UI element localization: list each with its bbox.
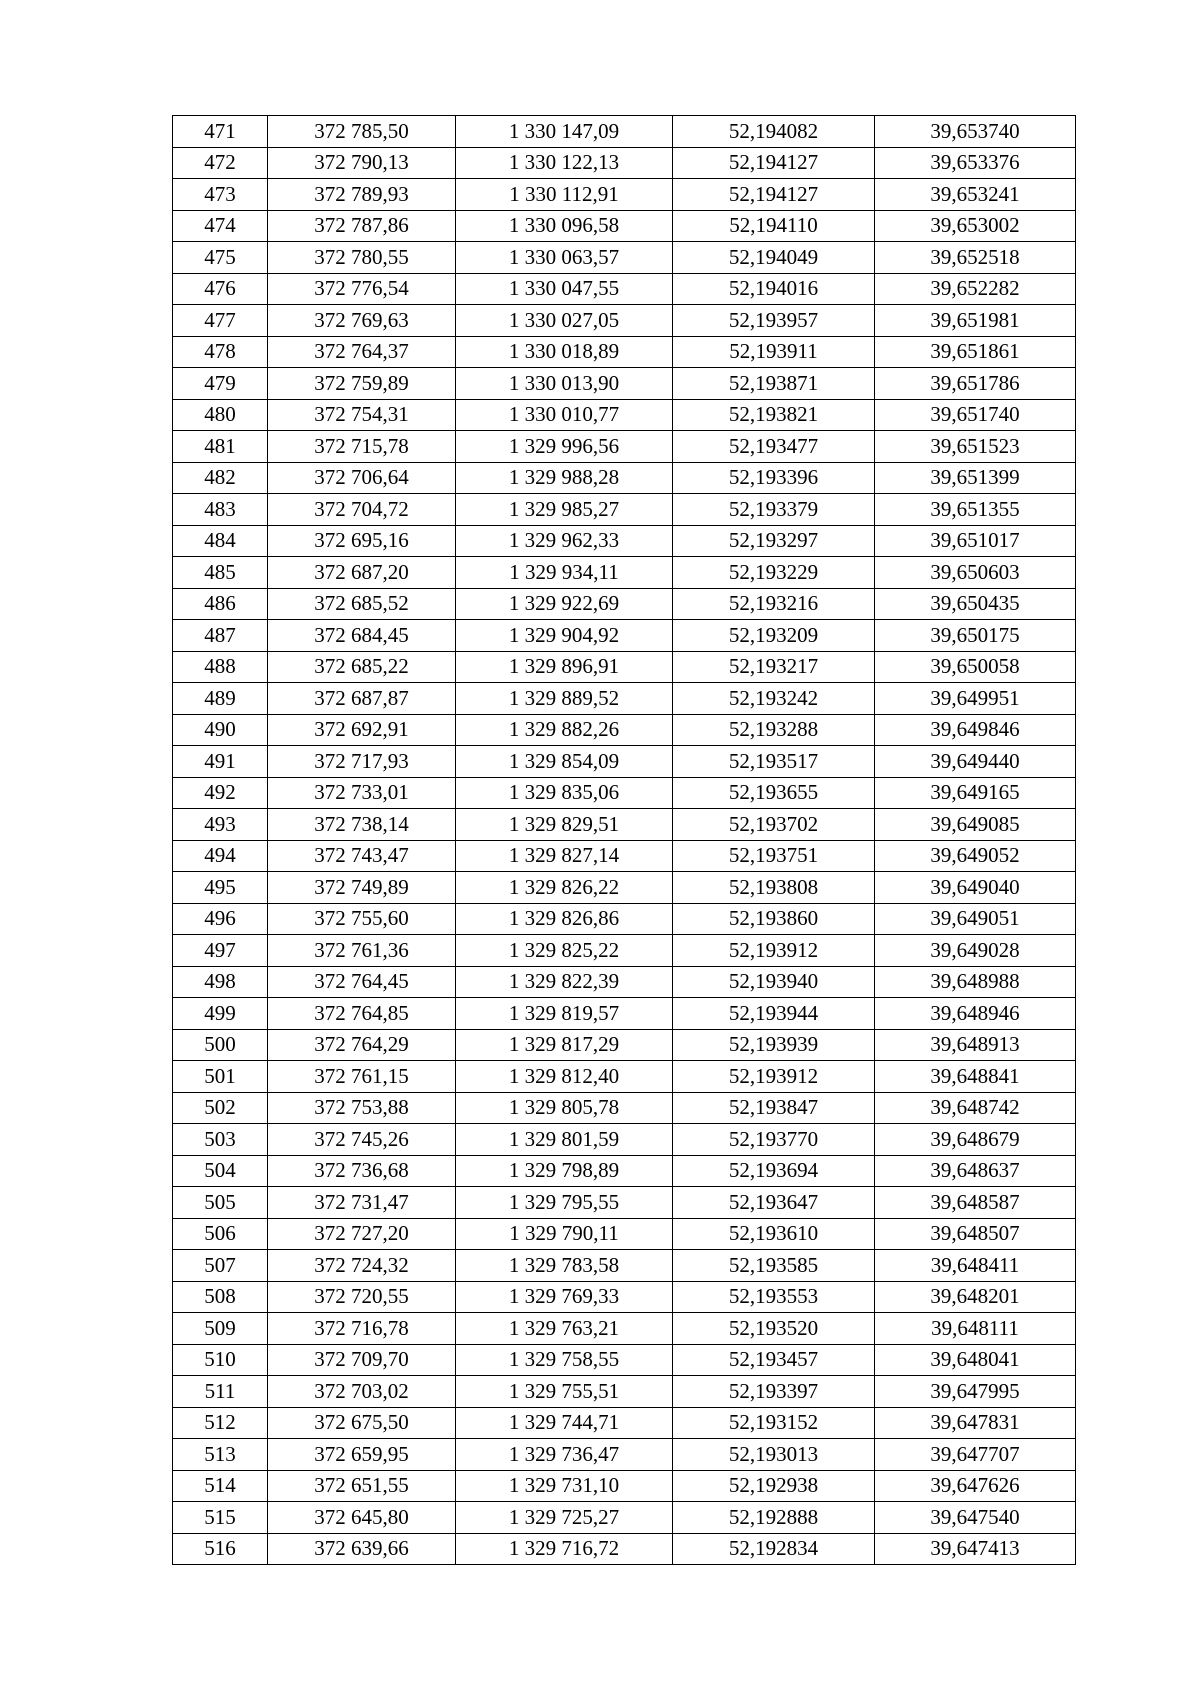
longitude-cell: 39,649846	[875, 714, 1076, 746]
table-row	[173, 1407, 1076, 1439]
longitude-cell: 39,648679	[875, 1124, 1076, 1156]
latitude-cell: 52,194110	[673, 210, 875, 242]
y-coordinate-cell: 1 330 047,55	[456, 273, 673, 305]
point-number-cell: 496	[173, 903, 268, 935]
y-coordinate-cell: 1 329 755,51	[456, 1376, 673, 1408]
y-coordinate-cell: 1 329 904,92	[456, 620, 673, 652]
table-row	[173, 998, 1076, 1030]
longitude-cell: 39,649951	[875, 683, 1076, 715]
point-number-cell: 477	[173, 305, 268, 337]
latitude-cell: 52,193957	[673, 305, 875, 337]
x-coordinate-cell: 372 761,15	[268, 1061, 456, 1093]
y-coordinate-cell: 1 329 889,52	[456, 683, 673, 715]
y-coordinate-cell: 1 329 854,09	[456, 746, 673, 778]
x-coordinate-cell: 372 692,91	[268, 714, 456, 746]
x-coordinate-cell: 372 787,86	[268, 210, 456, 242]
coordinates-table-body	[173, 116, 1076, 1565]
latitude-cell: 52,194016	[673, 273, 875, 305]
table-row	[173, 1155, 1076, 1187]
table-row	[173, 179, 1076, 211]
table-row	[173, 431, 1076, 463]
x-coordinate-cell: 372 745,26	[268, 1124, 456, 1156]
table-row	[173, 1281, 1076, 1313]
point-number-cell: 484	[173, 525, 268, 557]
latitude-cell: 52,193610	[673, 1218, 875, 1250]
x-coordinate-cell: 372 785,50	[268, 116, 456, 148]
table-row	[173, 1250, 1076, 1282]
point-number-cell: 515	[173, 1502, 268, 1534]
x-coordinate-cell: 372 780,55	[268, 242, 456, 274]
y-coordinate-cell: 1 329 922,69	[456, 588, 673, 620]
x-coordinate-cell: 372 720,55	[268, 1281, 456, 1313]
y-coordinate-cell: 1 329 829,51	[456, 809, 673, 841]
longitude-cell: 39,650435	[875, 588, 1076, 620]
table-row	[173, 1187, 1076, 1219]
table-row	[173, 1218, 1076, 1250]
x-coordinate-cell: 372 761,36	[268, 935, 456, 967]
x-coordinate-cell: 372 743,47	[268, 840, 456, 872]
latitude-cell: 52,193379	[673, 494, 875, 526]
x-coordinate-cell: 372 717,93	[268, 746, 456, 778]
table-row	[173, 935, 1076, 967]
latitude-cell: 52,193939	[673, 1029, 875, 1061]
y-coordinate-cell: 1 329 801,59	[456, 1124, 673, 1156]
longitude-cell: 39,649028	[875, 935, 1076, 967]
table-row	[173, 714, 1076, 746]
x-coordinate-cell: 372 695,16	[268, 525, 456, 557]
table-row	[173, 1470, 1076, 1502]
point-number-cell: 478	[173, 336, 268, 368]
latitude-cell: 52,193912	[673, 935, 875, 967]
y-coordinate-cell: 1 329 783,58	[456, 1250, 673, 1282]
table-row	[173, 588, 1076, 620]
point-number-cell: 475	[173, 242, 268, 274]
point-number-cell: 505	[173, 1187, 268, 1219]
longitude-cell: 39,650175	[875, 620, 1076, 652]
longitude-cell: 39,648111	[875, 1313, 1076, 1345]
y-coordinate-cell: 1 330 096,58	[456, 210, 673, 242]
x-coordinate-cell: 372 790,13	[268, 147, 456, 179]
table-row	[173, 872, 1076, 904]
longitude-cell: 39,648507	[875, 1218, 1076, 1250]
longitude-cell: 39,647413	[875, 1533, 1076, 1565]
table-row	[173, 147, 1076, 179]
latitude-cell: 52,193751	[673, 840, 875, 872]
y-coordinate-cell: 1 329 896,91	[456, 651, 673, 683]
point-number-cell: 501	[173, 1061, 268, 1093]
point-number-cell: 481	[173, 431, 268, 463]
table-row	[173, 1092, 1076, 1124]
table-row	[173, 966, 1076, 998]
y-coordinate-cell: 1 330 112,91	[456, 179, 673, 211]
table-row	[173, 1313, 1076, 1345]
table-row	[173, 1344, 1076, 1376]
point-number-cell: 482	[173, 462, 268, 494]
y-coordinate-cell: 1 329 725,27	[456, 1502, 673, 1534]
x-coordinate-cell: 372 764,85	[268, 998, 456, 1030]
x-coordinate-cell: 372 724,32	[268, 1250, 456, 1282]
point-number-cell: 498	[173, 966, 268, 998]
longitude-cell: 39,649040	[875, 872, 1076, 904]
latitude-cell: 52,193694	[673, 1155, 875, 1187]
latitude-cell: 52,193647	[673, 1187, 875, 1219]
longitude-cell: 39,648946	[875, 998, 1076, 1030]
latitude-cell: 52,193655	[673, 777, 875, 809]
latitude-cell: 52,193229	[673, 557, 875, 589]
coordinates-table	[172, 115, 1076, 1565]
y-coordinate-cell: 1 329 988,28	[456, 462, 673, 494]
longitude-cell: 39,648988	[875, 966, 1076, 998]
point-number-cell: 492	[173, 777, 268, 809]
latitude-cell: 52,194082	[673, 116, 875, 148]
latitude-cell: 52,193911	[673, 336, 875, 368]
x-coordinate-cell: 372 776,54	[268, 273, 456, 305]
x-coordinate-cell: 372 659,95	[268, 1439, 456, 1471]
x-coordinate-cell: 372 733,01	[268, 777, 456, 809]
point-number-cell: 493	[173, 809, 268, 841]
x-coordinate-cell: 372 749,89	[268, 872, 456, 904]
latitude-cell: 52,192834	[673, 1533, 875, 1565]
y-coordinate-cell: 1 329 798,89	[456, 1155, 673, 1187]
longitude-cell: 39,653376	[875, 147, 1076, 179]
y-coordinate-cell: 1 329 996,56	[456, 431, 673, 463]
latitude-cell: 52,193871	[673, 368, 875, 400]
longitude-cell: 39,651786	[875, 368, 1076, 400]
longitude-cell: 39,649052	[875, 840, 1076, 872]
latitude-cell: 52,193209	[673, 620, 875, 652]
x-coordinate-cell: 372 645,80	[268, 1502, 456, 1534]
latitude-cell: 52,193242	[673, 683, 875, 715]
longitude-cell: 39,651017	[875, 525, 1076, 557]
x-coordinate-cell: 372 789,93	[268, 179, 456, 211]
point-number-cell: 508	[173, 1281, 268, 1313]
table-row	[173, 746, 1076, 778]
longitude-cell: 39,648742	[875, 1092, 1076, 1124]
x-coordinate-cell: 372 651,55	[268, 1470, 456, 1502]
point-number-cell: 471	[173, 116, 268, 148]
y-coordinate-cell: 1 330 010,77	[456, 399, 673, 431]
point-number-cell: 513	[173, 1439, 268, 1471]
table-row	[173, 336, 1076, 368]
latitude-cell: 52,193216	[673, 588, 875, 620]
latitude-cell: 52,193821	[673, 399, 875, 431]
longitude-cell: 39,651861	[875, 336, 1076, 368]
latitude-cell: 52,193944	[673, 998, 875, 1030]
x-coordinate-cell: 372 764,29	[268, 1029, 456, 1061]
point-number-cell: 499	[173, 998, 268, 1030]
latitude-cell: 52,193553	[673, 1281, 875, 1313]
latitude-cell: 52,193152	[673, 1407, 875, 1439]
point-number-cell: 489	[173, 683, 268, 715]
table-row	[173, 242, 1076, 274]
table-row	[173, 1061, 1076, 1093]
y-coordinate-cell: 1 329 822,39	[456, 966, 673, 998]
table-row	[173, 557, 1076, 589]
point-number-cell: 510	[173, 1344, 268, 1376]
longitude-cell: 39,650058	[875, 651, 1076, 683]
latitude-cell: 52,193457	[673, 1344, 875, 1376]
y-coordinate-cell: 1 330 027,05	[456, 305, 673, 337]
x-coordinate-cell: 372 731,47	[268, 1187, 456, 1219]
longitude-cell: 39,651355	[875, 494, 1076, 526]
longitude-cell: 39,651740	[875, 399, 1076, 431]
y-coordinate-cell: 1 329 769,33	[456, 1281, 673, 1313]
x-coordinate-cell: 372 687,87	[268, 683, 456, 715]
longitude-cell: 39,647707	[875, 1439, 1076, 1471]
latitude-cell: 52,193397	[673, 1376, 875, 1408]
point-number-cell: 472	[173, 147, 268, 179]
latitude-cell: 52,194127	[673, 179, 875, 211]
x-coordinate-cell: 372 727,20	[268, 1218, 456, 1250]
longitude-cell: 39,649085	[875, 809, 1076, 841]
longitude-cell: 39,648913	[875, 1029, 1076, 1061]
table-row	[173, 494, 1076, 526]
x-coordinate-cell: 372 754,31	[268, 399, 456, 431]
longitude-cell: 39,648411	[875, 1250, 1076, 1282]
y-coordinate-cell: 1 330 063,57	[456, 242, 673, 274]
latitude-cell: 52,193288	[673, 714, 875, 746]
point-number-cell: 487	[173, 620, 268, 652]
longitude-cell: 39,648587	[875, 1187, 1076, 1219]
longitude-cell: 39,650603	[875, 557, 1076, 589]
y-coordinate-cell: 1 329 882,26	[456, 714, 673, 746]
point-number-cell: 488	[173, 651, 268, 683]
point-number-cell: 512	[173, 1407, 268, 1439]
longitude-cell: 39,651399	[875, 462, 1076, 494]
x-coordinate-cell: 372 704,72	[268, 494, 456, 526]
x-coordinate-cell: 372 769,63	[268, 305, 456, 337]
longitude-cell: 39,652282	[875, 273, 1076, 305]
point-number-cell: 473	[173, 179, 268, 211]
table-row	[173, 1124, 1076, 1156]
longitude-cell: 39,649440	[875, 746, 1076, 778]
latitude-cell: 52,193940	[673, 966, 875, 998]
longitude-cell: 39,647995	[875, 1376, 1076, 1408]
table-row	[173, 462, 1076, 494]
x-coordinate-cell: 372 675,50	[268, 1407, 456, 1439]
table-row	[173, 620, 1076, 652]
y-coordinate-cell: 1 329 826,86	[456, 903, 673, 935]
x-coordinate-cell: 372 764,45	[268, 966, 456, 998]
table-row	[173, 305, 1076, 337]
x-coordinate-cell: 372 759,89	[268, 368, 456, 400]
y-coordinate-cell: 1 329 744,71	[456, 1407, 673, 1439]
longitude-cell: 39,649051	[875, 903, 1076, 935]
y-coordinate-cell: 1 329 790,11	[456, 1218, 673, 1250]
y-coordinate-cell: 1 329 962,33	[456, 525, 673, 557]
x-coordinate-cell: 372 685,22	[268, 651, 456, 683]
point-number-cell: 497	[173, 935, 268, 967]
x-coordinate-cell: 372 755,60	[268, 903, 456, 935]
point-number-cell: 495	[173, 872, 268, 904]
latitude-cell: 52,193702	[673, 809, 875, 841]
y-coordinate-cell: 1 329 812,40	[456, 1061, 673, 1093]
longitude-cell: 39,649165	[875, 777, 1076, 809]
table-row	[173, 683, 1076, 715]
latitude-cell: 52,193520	[673, 1313, 875, 1345]
point-number-cell: 479	[173, 368, 268, 400]
latitude-cell: 52,194049	[673, 242, 875, 274]
table-row	[173, 903, 1076, 935]
point-number-cell: 502	[173, 1092, 268, 1124]
y-coordinate-cell: 1 330 147,09	[456, 116, 673, 148]
latitude-cell: 52,193517	[673, 746, 875, 778]
longitude-cell: 39,647831	[875, 1407, 1076, 1439]
x-coordinate-cell: 372 736,68	[268, 1155, 456, 1187]
y-coordinate-cell: 1 329 934,11	[456, 557, 673, 589]
table-row	[173, 1029, 1076, 1061]
x-coordinate-cell: 372 753,88	[268, 1092, 456, 1124]
y-coordinate-cell: 1 330 013,90	[456, 368, 673, 400]
longitude-cell: 39,651981	[875, 305, 1076, 337]
point-number-cell: 476	[173, 273, 268, 305]
latitude-cell: 52,193860	[673, 903, 875, 935]
table-row	[173, 368, 1076, 400]
latitude-cell: 52,193912	[673, 1061, 875, 1093]
point-number-cell: 507	[173, 1250, 268, 1282]
y-coordinate-cell: 1 329 763,21	[456, 1313, 673, 1345]
table-row	[173, 399, 1076, 431]
longitude-cell: 39,653740	[875, 116, 1076, 148]
longitude-cell: 39,648637	[875, 1155, 1076, 1187]
table-row	[173, 273, 1076, 305]
table-row	[173, 777, 1076, 809]
point-number-cell: 491	[173, 746, 268, 778]
longitude-cell: 39,648041	[875, 1344, 1076, 1376]
point-number-cell: 494	[173, 840, 268, 872]
latitude-cell: 52,193847	[673, 1092, 875, 1124]
y-coordinate-cell: 1 329 795,55	[456, 1187, 673, 1219]
point-number-cell: 490	[173, 714, 268, 746]
point-number-cell: 509	[173, 1313, 268, 1345]
latitude-cell: 52,193013	[673, 1439, 875, 1471]
x-coordinate-cell: 372 738,14	[268, 809, 456, 841]
x-coordinate-cell: 372 716,78	[268, 1313, 456, 1345]
latitude-cell: 52,193585	[673, 1250, 875, 1282]
point-number-cell: 511	[173, 1376, 268, 1408]
y-coordinate-cell: 1 329 716,72	[456, 1533, 673, 1565]
y-coordinate-cell: 1 329 826,22	[456, 872, 673, 904]
point-number-cell: 480	[173, 399, 268, 431]
y-coordinate-cell: 1 330 122,13	[456, 147, 673, 179]
longitude-cell: 39,652518	[875, 242, 1076, 274]
y-coordinate-cell: 1 330 018,89	[456, 336, 673, 368]
latitude-cell: 52,193770	[673, 1124, 875, 1156]
point-number-cell: 514	[173, 1470, 268, 1502]
latitude-cell: 52,193396	[673, 462, 875, 494]
table-row	[173, 840, 1076, 872]
table-row	[173, 1376, 1076, 1408]
y-coordinate-cell: 1 329 827,14	[456, 840, 673, 872]
table-row	[173, 651, 1076, 683]
point-number-cell: 503	[173, 1124, 268, 1156]
x-coordinate-cell: 372 687,20	[268, 557, 456, 589]
y-coordinate-cell: 1 329 835,06	[456, 777, 673, 809]
point-number-cell: 506	[173, 1218, 268, 1250]
table-row	[173, 116, 1076, 148]
latitude-cell: 52,192888	[673, 1502, 875, 1534]
latitude-cell: 52,193297	[673, 525, 875, 557]
table-row	[173, 1502, 1076, 1534]
longitude-cell: 39,653002	[875, 210, 1076, 242]
longitude-cell: 39,653241	[875, 179, 1076, 211]
point-number-cell: 483	[173, 494, 268, 526]
y-coordinate-cell: 1 329 736,47	[456, 1439, 673, 1471]
x-coordinate-cell: 372 703,02	[268, 1376, 456, 1408]
table-row	[173, 1439, 1076, 1471]
y-coordinate-cell: 1 329 985,27	[456, 494, 673, 526]
table-row	[173, 525, 1076, 557]
x-coordinate-cell: 372 684,45	[268, 620, 456, 652]
x-coordinate-cell: 372 709,70	[268, 1344, 456, 1376]
table-row	[173, 210, 1076, 242]
longitude-cell: 39,648201	[875, 1281, 1076, 1313]
x-coordinate-cell: 372 715,78	[268, 431, 456, 463]
y-coordinate-cell: 1 329 758,55	[456, 1344, 673, 1376]
latitude-cell: 52,193808	[673, 872, 875, 904]
latitude-cell: 52,194127	[673, 147, 875, 179]
longitude-cell: 39,647540	[875, 1502, 1076, 1534]
point-number-cell: 474	[173, 210, 268, 242]
x-coordinate-cell: 372 764,37	[268, 336, 456, 368]
latitude-cell: 52,193477	[673, 431, 875, 463]
y-coordinate-cell: 1 329 825,22	[456, 935, 673, 967]
y-coordinate-cell: 1 329 819,57	[456, 998, 673, 1030]
longitude-cell: 39,651523	[875, 431, 1076, 463]
latitude-cell: 52,192938	[673, 1470, 875, 1502]
point-number-cell: 504	[173, 1155, 268, 1187]
table-row	[173, 1533, 1076, 1565]
point-number-cell: 486	[173, 588, 268, 620]
table-row	[173, 809, 1076, 841]
longitude-cell: 39,647626	[875, 1470, 1076, 1502]
longitude-cell: 39,648841	[875, 1061, 1076, 1093]
x-coordinate-cell: 372 639,66	[268, 1533, 456, 1565]
y-coordinate-cell: 1 329 805,78	[456, 1092, 673, 1124]
point-number-cell: 516	[173, 1533, 268, 1565]
y-coordinate-cell: 1 329 731,10	[456, 1470, 673, 1502]
latitude-cell: 52,193217	[673, 651, 875, 683]
point-number-cell: 500	[173, 1029, 268, 1061]
point-number-cell: 485	[173, 557, 268, 589]
x-coordinate-cell: 372 706,64	[268, 462, 456, 494]
x-coordinate-cell: 372 685,52	[268, 588, 456, 620]
y-coordinate-cell: 1 329 817,29	[456, 1029, 673, 1061]
